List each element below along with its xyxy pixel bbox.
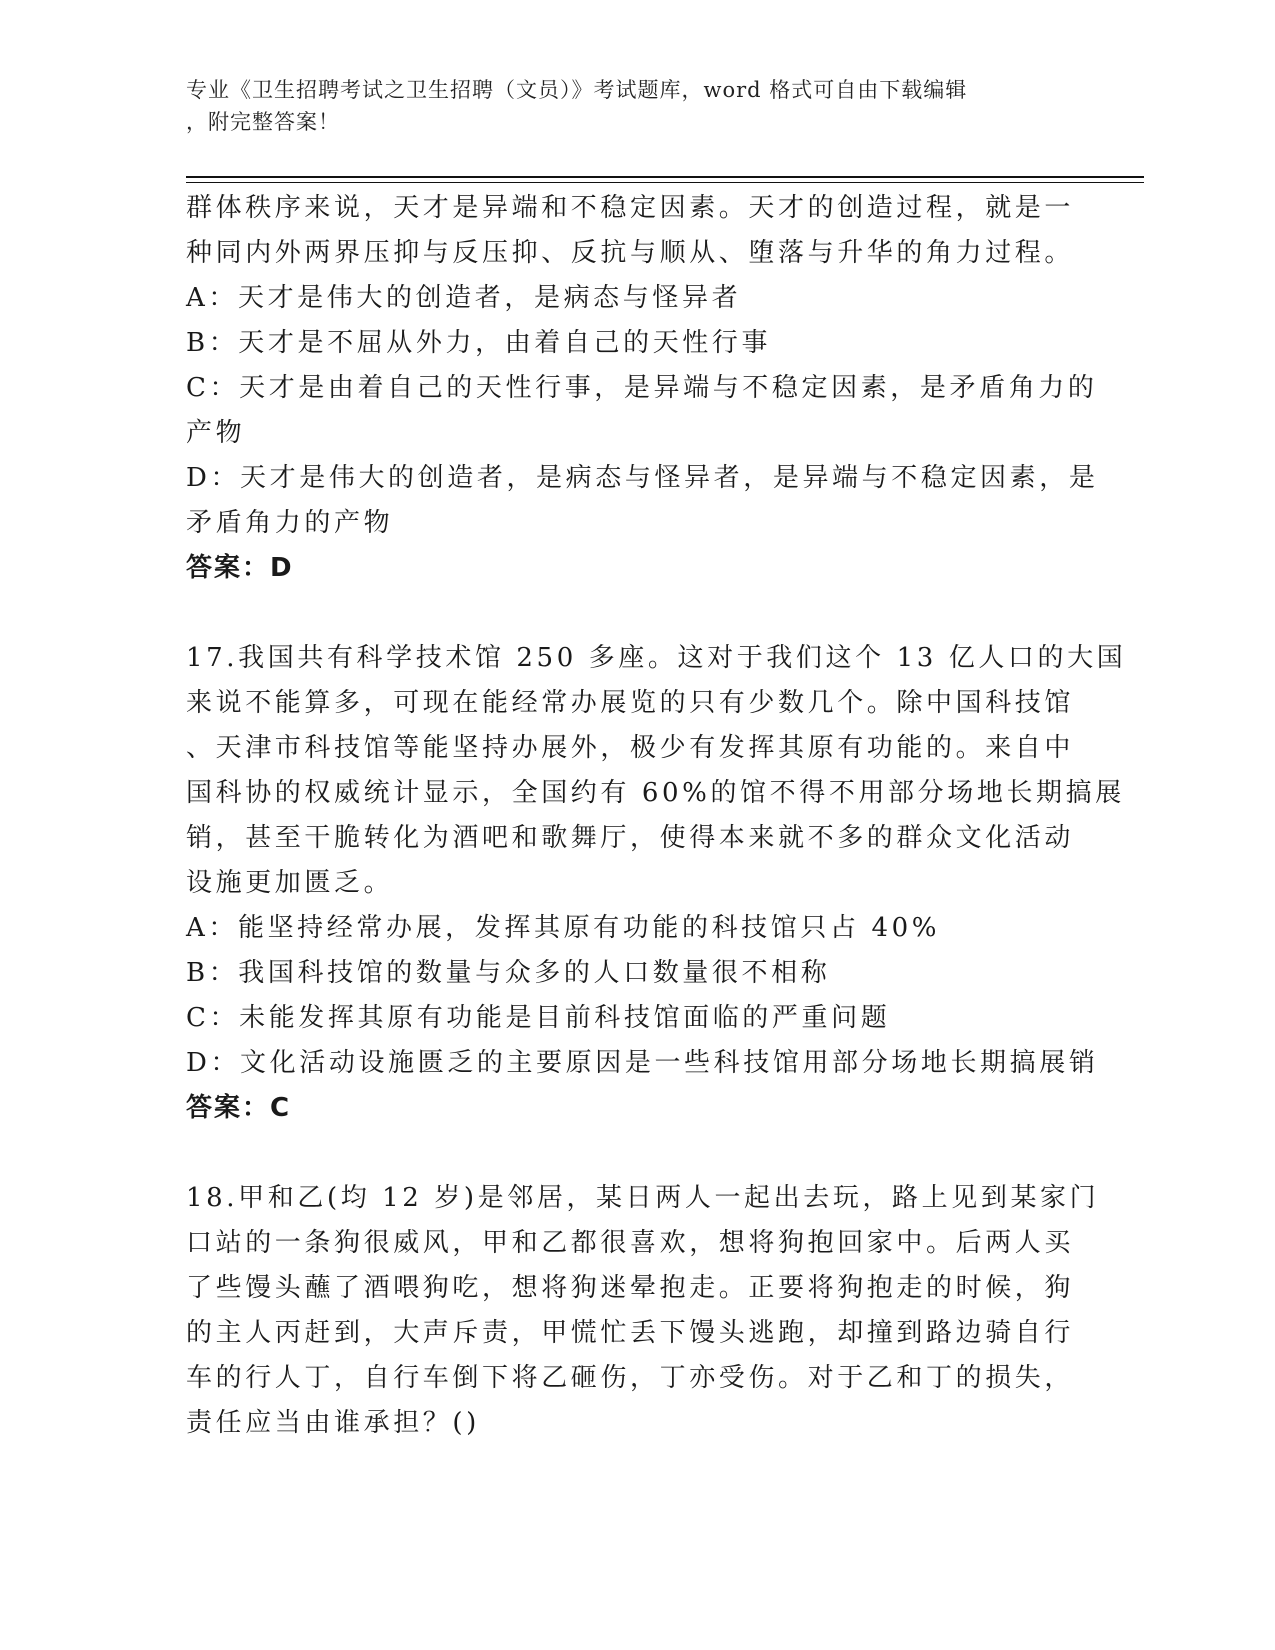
question-text-line: 国科协的权威统计显示，全国约有 60%的馆不得不用部分场地长期搞展 (186, 778, 1125, 808)
option-c-continued: 产物 (186, 418, 246, 448)
page-content (186, 186, 1127, 1446)
option-a: A：天才是伟大的创造者，是病态与怪异者 (186, 283, 742, 313)
option-b: B：天才是不屈从外力，由着自己的天性行事 (186, 328, 772, 358)
header-divider-thick (186, 176, 1144, 178)
spacer (186, 591, 1086, 636)
question-text-line: 18.甲和乙(均 12 岁)是邻居，某日两人一起出去玩，路上见到某家门 (186, 1183, 1100, 1213)
option-d-continued: 矛盾角力的产物 (186, 508, 394, 538)
option-d: D：天才是伟大的创造者，是病态与怪异者，是异端与不稳定因素，是 (186, 463, 1099, 493)
question-text-line: 、天津市科技馆等能坚持办展外，极少有发挥其原有功能的。来自中 (186, 733, 1075, 763)
question-18 (186, 1176, 1100, 1446)
page-header (186, 74, 1086, 138)
header-line-1: 专业《卫生招聘考试之卫生招聘（文员）》考试题库，word 格式可自由下载编辑 (186, 78, 968, 102)
answer-label: 答案：D (186, 553, 294, 583)
header-line-2: ，附完整答案！ (186, 110, 340, 134)
question-text-line: 车的行人丁，自行车倒下将乙砸伤，丁亦受伤。对于乙和丁的损失， (186, 1363, 1075, 1393)
question-text-line: 群体秩序来说，天才是异端和不稳定因素。天才的创造过程，就是一 (186, 193, 1075, 223)
header-divider-thin (186, 182, 1144, 183)
answer-label: 答案：C (186, 1093, 292, 1123)
option-c: C：未能发挥其原有功能是目前科技馆面临的严重问题 (186, 1003, 891, 1033)
question-text-line: 责任应当由谁承担？() (186, 1408, 480, 1438)
option-c: C：天才是由着自己的天性行事，是异端与不稳定因素，是矛盾角力的 (186, 373, 1098, 403)
question-text-line: 来说不能算多，可现在能经常办展览的只有少数几个。除中国科技馆 (186, 688, 1075, 718)
question-text-line: 口站的一条狗很威风，甲和乙都很喜欢，想将狗抱回家中。后两人买 (186, 1228, 1075, 1258)
question-17 (186, 636, 1127, 1131)
option-d: D：文化活动设施匮乏的主要原因是一些科技馆用部分场地长期搞展销 (186, 1048, 1099, 1078)
question-text-line: 设施更加匮乏。 (186, 868, 394, 898)
question-text-line: 17.我国共有科学技术馆 250 多座。这对于我们这个 13 亿人口的大国 (186, 643, 1127, 673)
question-text-line: 的主人丙赶到，大声斥责，甲慌忙丢下馒头逃跑，却撞到路边骑自行 (186, 1318, 1075, 1348)
question-text-line: 销，甚至干脆转化为酒吧和歌舞厅，使得本来就不多的群众文化活动 (186, 823, 1075, 853)
question-16 (186, 186, 1099, 591)
question-text-line: 了些馒头蘸了酒喂狗吃，想将狗迷晕抱走。正要将狗抱走的时候，狗 (186, 1273, 1075, 1303)
spacer (186, 1131, 1086, 1176)
question-text-line: 种同内外两界压抑与反压抑、反抗与顺从、堕落与升华的角力过程。 (186, 238, 1075, 268)
option-a: A：能坚持经常办展，发挥其原有功能的科技馆只占 40% (186, 913, 941, 943)
option-b: B：我国科技馆的数量与众多的人口数量很不相称 (186, 958, 831, 988)
